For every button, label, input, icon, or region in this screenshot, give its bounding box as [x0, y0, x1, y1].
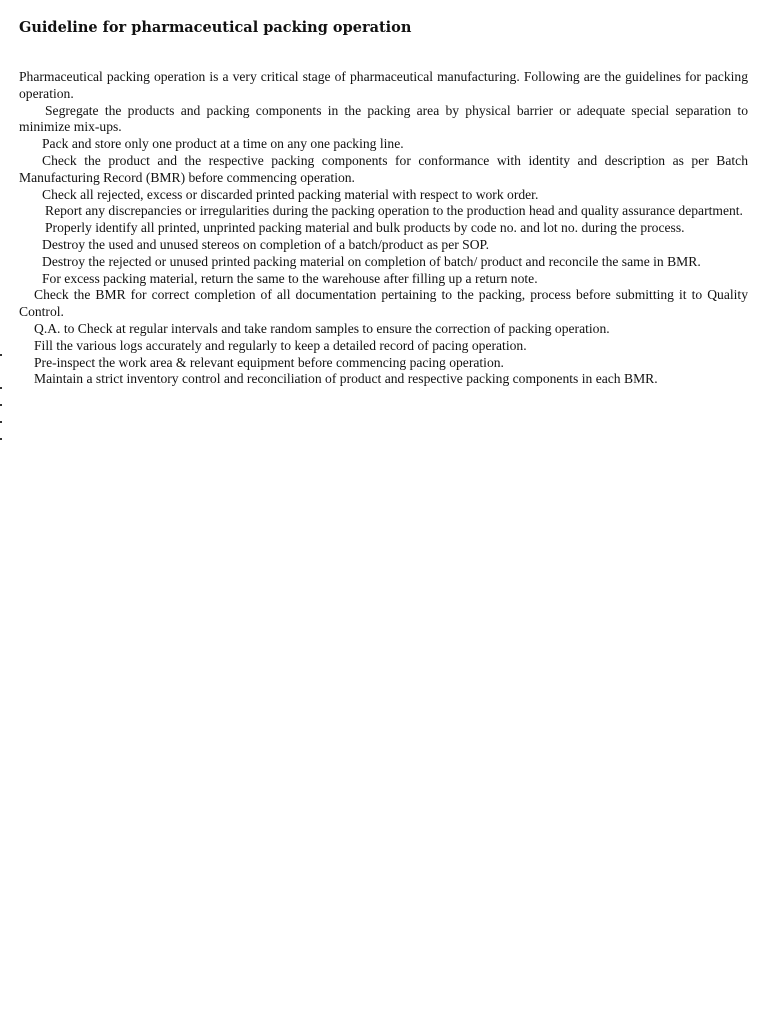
guideline-item-1: Segregate the products and packing components in the packing area by physical barrier or adequate special separation to minimize mix-ups.: [19, 102, 748, 135]
guideline-item-5: Report any discrepancies or irregularities during the packing operation to the production head and quality assurance department.: [45, 203, 743, 219]
guideline-item-9: For excess packing material, return the same to the warehouse after filling up a return note.: [42, 270, 538, 286]
list-marker-remnant: [0, 354, 2, 356]
guideline-item-7: Destroy the used and unused stereos on completion of a batch/product as per SOP.: [42, 236, 489, 252]
guideline-item-4: Check all rejected, excess or discarded printed packing material with respect to work order.: [42, 186, 539, 202]
guideline-item-13: Pre-inspect the work area & relevant equipment before commencing pacing operation.: [34, 354, 504, 370]
guideline-item-12: Fill the various logs accurately and regularly to keep a detailed record of pacing operation.: [34, 337, 527, 353]
guideline-item-2: Pack and store only one product at a time on any one packing line.: [42, 136, 404, 152]
guideline-item-10: Check the BMR for correct completion of all documentation pertaining to the packing, process before submitting it to Quality Control.: [19, 287, 748, 320]
list-marker-remnant: [0, 421, 2, 423]
guideline-item-14: Maintain a strict inventory control and reconciliation of product and respective packing components in each BMR.: [34, 371, 658, 387]
list-marker-remnant: [0, 438, 2, 440]
guideline-item-3: Check the product and the respective packing components for conformance with identity and description as per Batch Manufacturing Record (BMR) before commencing operation.: [19, 152, 748, 185]
document-title: Guideline for pharmaceutical packing operation: [19, 19, 412, 36]
guideline-item-6: Properly identify all printed, unprinted packing material and bulk products by code no. and lot no. during the process.: [45, 220, 685, 236]
guideline-item-11: Q.A. to Check at regular intervals and take random samples to ensure the correction of packing operation.: [34, 320, 610, 336]
list-marker-remnant: [0, 387, 2, 389]
list-marker-remnant: [0, 404, 2, 406]
intro-paragraph: Pharmaceutical packing operation is a very critical stage of pharmaceutical manufacturing. Following are the guidelines for packing operation.: [19, 69, 748, 101]
document-body: [19, 69, 748, 388]
guideline-item-8: Destroy the rejected or unused printed packing material on completion of batch/ product and reconcile the same in BMR.: [42, 253, 701, 269]
